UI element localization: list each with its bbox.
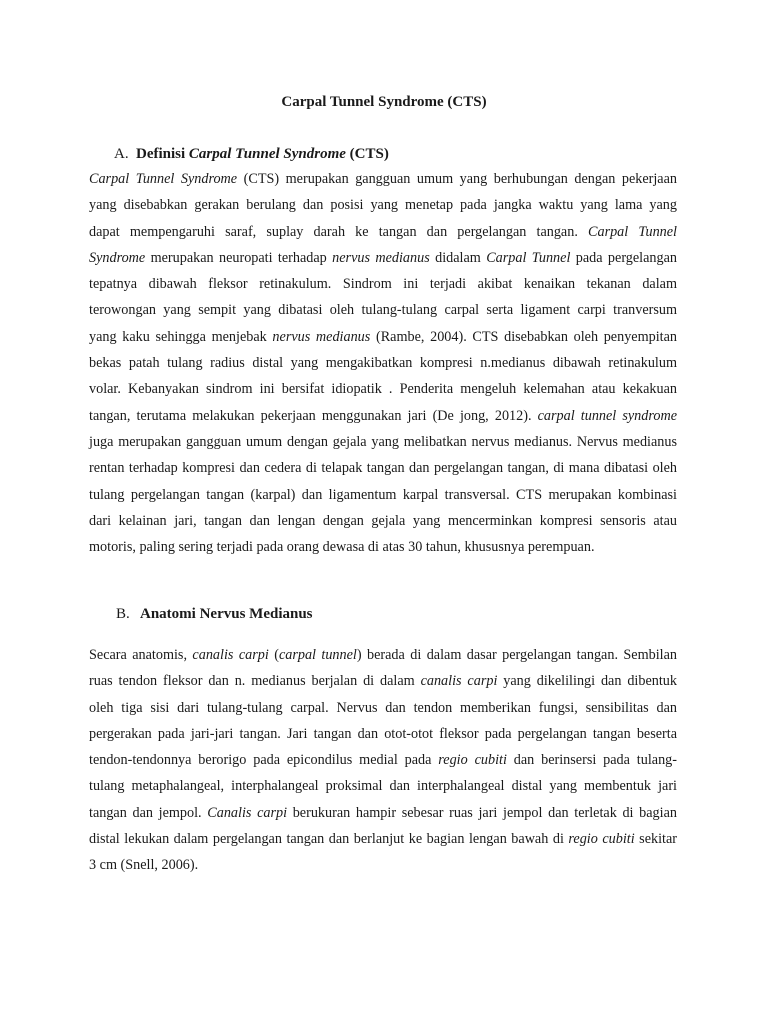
page-title: Carpal Tunnel Syndrome (CTS) — [281, 94, 487, 110]
paragraph-line: oleh tiga sisi dari tulang-tulang carpal. Nervus dan tendon memberikan fungsi, sensibilitas dan — [89, 699, 677, 716]
paragraph-line: Syndrome merupakan neuropati terhadap nervus medianus didalam Carpal Tunnel pada pergelangan — [89, 249, 677, 266]
section-b-paragraph — [89, 642, 677, 879]
section-a-heading — [114, 144, 389, 164]
paragraph-line: tulang pergelangan tangan (karpal) dan ligamentum karpal transversal. CTS merupakan kombinasi — [89, 486, 677, 503]
section-b-letter: B. — [116, 606, 130, 622]
paragraph-line: yang kaku sehingga menjebak nervus medianus (Rambe, 2004). CTS disebabkan oleh penyempitan — [89, 328, 677, 345]
paragraph-line: tangan dan jempol. Canalis carpi berukuran hampir sebesar ruas jari jempol dan terletak di bagian — [89, 804, 677, 821]
paragraph-line: dari kelainan jari, tangan dan lengan dengan gejala yang mencerminkan kompresi sensoris atau — [89, 512, 677, 529]
section-a-letter: A. — [114, 146, 129, 162]
paragraph-line: Carpal Tunnel Syndrome (CTS) merupakan gangguan umum yang berhubungan dengan pekerjaan — [89, 171, 677, 187]
paragraph-line: rentan terhadap kompresi dan cedera di telapak tangan dan pergelangan tangan, di mana dibatasi oleh — [89, 460, 677, 477]
paragraph-line: tepatnya dibawah fleksor retinakulum. Sindrom ini terjadi akibat kenaikan tekanan dalam — [89, 276, 677, 293]
paragraph-line: ruas tendon fleksor dan n. medianus berjalan di dalam canalis carpi yang dikelilingi dan dibentuk — [89, 673, 677, 690]
section-b-heading-text: Anatomi Nervus Medianus — [140, 606, 313, 622]
paragraph-line: dapat mempengaruhi saraf, suplay darah ke tangan dan pergelangan tangan. Carpal Tunnel — [89, 223, 677, 240]
paragraph-line: pergerakan pada jari-jari tangan. Jari tangan dan otot-otot fleksor pada pergelangan tangan beserta — [89, 725, 677, 742]
paragraph-line: Secara anatomis, canalis carpi (carpal tunnel) berada di dalam dasar pergelangan tangan. Sembilan — [89, 647, 678, 663]
paragraph-line: tendon-tendonnya berorigo pada epicondilus medial pada regio cubiti dan berinsersi pada tulang- — [89, 752, 677, 769]
paragraph-line: terowongan yang sempit yang dibatasi oleh tulang-tulang carpal serta ligament carpi tranversum — [89, 302, 677, 319]
section-a-heading-suffix: (CTS) — [345, 146, 389, 162]
paragraph-line: volar. Kebanyakan sindrom ini bersifat idiopatik . Penderita mengeluh kelemahan atau kekakuan — [89, 381, 677, 398]
paragraph-line: motoris, paling sering terjadi pada orang dewasa di atas 30 tahun, khususnya perempuan. — [89, 539, 595, 556]
paragraph-line: tulang metaphalangeal, interphalangeal proksimal dan interphalangeal distal yang membentuk jari — [89, 778, 677, 795]
section-a-heading-italic: Carpal Tunnel Syndrome — [188, 146, 346, 162]
section-a-paragraph — [89, 166, 677, 560]
paragraph-line: bekas patah tulang radius distal yang mengakibatkan kompresi n.medianus dibawah retinakulum — [89, 355, 677, 372]
section-b-heading — [116, 604, 313, 624]
paragraph-line: yang disebabkan gerakan berulang dan posisi yang menetap pada jangka waktu yang lama yang — [89, 197, 677, 214]
paragraph-line: distal lekukan dalam pergelangan tangan dan berlanjut ke bagian lengan bawah di regio cubiti sekitar — [89, 831, 677, 848]
paragraph-line: tangan, terutama melakukan pekerjaan menggunakan jari (De jong, 2012). carpal tunnel syndrome — [89, 407, 678, 424]
paragraph-line: 3 cm (Snell, 2006). — [89, 857, 199, 874]
paragraph-line: juga merupakan gangguan umum dengan gejala yang melibatkan nervus medianus. Nervus medianus — [89, 433, 677, 450]
section-a-heading-prefix: Definisi — [136, 146, 189, 162]
